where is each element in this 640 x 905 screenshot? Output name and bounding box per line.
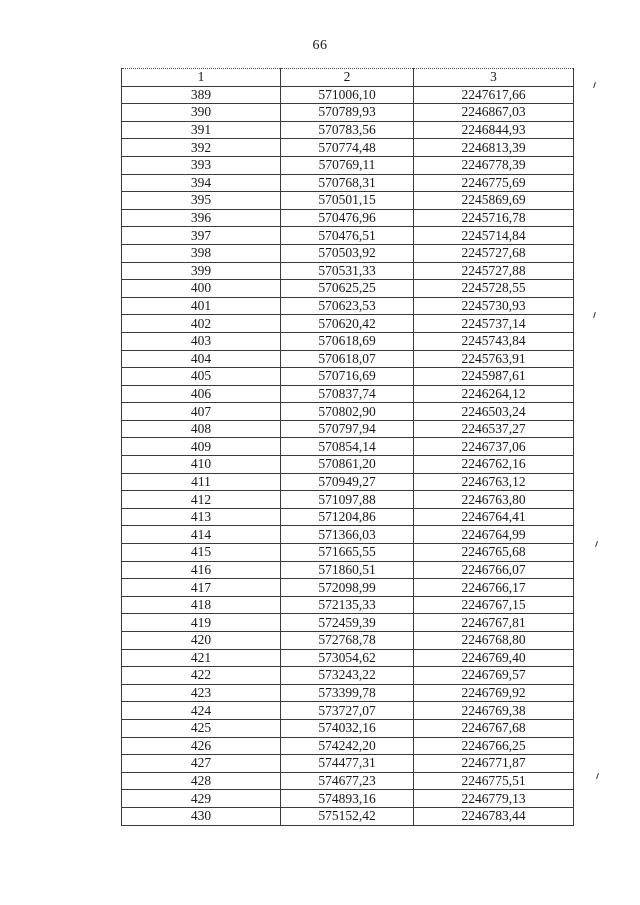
cell-point-number: 399 <box>122 262 281 280</box>
table-row <box>122 790 574 808</box>
table-row <box>122 262 574 280</box>
table-row <box>122 649 574 667</box>
cell-y-coordinate: 2246769,38 <box>414 702 574 720</box>
cell-point-number: 403 <box>122 332 281 350</box>
cell-point-number: 393 <box>122 156 281 174</box>
cell-y-coordinate: 2246765,68 <box>414 544 574 562</box>
cell-y-coordinate: 2246769,40 <box>414 649 574 667</box>
table-row <box>122 438 574 456</box>
coordinates-table <box>121 68 574 826</box>
cell-point-number: 404 <box>122 350 281 368</box>
cell-y-coordinate: 2246767,68 <box>414 719 574 737</box>
table-row <box>122 491 574 509</box>
cell-point-number: 402 <box>122 315 281 333</box>
cell-x-coordinate: 570768,31 <box>281 174 414 192</box>
cell-x-coordinate: 570476,51 <box>281 227 414 245</box>
table-row <box>122 227 574 245</box>
cell-y-coordinate: 2246503,24 <box>414 403 574 421</box>
table-row <box>122 596 574 614</box>
table-row <box>122 192 574 210</box>
column-header-point-number: 1 <box>122 69 281 87</box>
cell-point-number: 426 <box>122 737 281 755</box>
cell-point-number: 430 <box>122 807 281 825</box>
cell-y-coordinate: 2246537,27 <box>414 420 574 438</box>
cell-x-coordinate: 570716,69 <box>281 368 414 386</box>
cell-x-coordinate: 570783,56 <box>281 121 414 139</box>
cell-y-coordinate: 2246768,80 <box>414 632 574 650</box>
table-row <box>122 456 574 474</box>
table-row <box>122 209 574 227</box>
cell-point-number: 397 <box>122 227 281 245</box>
cell-y-coordinate: 2246762,16 <box>414 456 574 474</box>
cell-x-coordinate: 572098,99 <box>281 579 414 597</box>
cell-y-coordinate: 2245714,84 <box>414 227 574 245</box>
cell-y-coordinate: 2246766,07 <box>414 561 574 579</box>
table-row <box>122 315 574 333</box>
margin-mark <box>593 82 596 88</box>
cell-x-coordinate: 570531,33 <box>281 262 414 280</box>
table-row <box>122 526 574 544</box>
table-row <box>122 280 574 298</box>
table-row <box>122 702 574 720</box>
cell-point-number: 391 <box>122 121 281 139</box>
cell-y-coordinate: 2246775,69 <box>414 174 574 192</box>
cell-point-number: 407 <box>122 403 281 421</box>
cell-y-coordinate: 2246764,41 <box>414 508 574 526</box>
cell-x-coordinate: 570618,07 <box>281 350 414 368</box>
table-row <box>122 121 574 139</box>
table-row <box>122 332 574 350</box>
cell-x-coordinate: 575152,42 <box>281 807 414 825</box>
cell-point-number: 428 <box>122 772 281 790</box>
cell-point-number: 411 <box>122 473 281 491</box>
table-row <box>122 632 574 650</box>
cell-x-coordinate: 573399,78 <box>281 684 414 702</box>
cell-x-coordinate: 570861,20 <box>281 456 414 474</box>
cell-point-number: 417 <box>122 579 281 597</box>
cell-y-coordinate: 2245727,88 <box>414 262 574 280</box>
table-row <box>122 368 574 386</box>
cell-x-coordinate: 570501,15 <box>281 192 414 210</box>
cell-y-coordinate: 2247617,66 <box>414 86 574 104</box>
cell-y-coordinate: 2246813,39 <box>414 139 574 157</box>
margin-mark <box>596 773 599 779</box>
cell-x-coordinate: 573054,62 <box>281 649 414 667</box>
cell-y-coordinate: 2245987,61 <box>414 368 574 386</box>
cell-x-coordinate: 574893,16 <box>281 790 414 808</box>
cell-x-coordinate: 571097,88 <box>281 491 414 509</box>
table-row <box>122 86 574 104</box>
cell-point-number: 423 <box>122 684 281 702</box>
table-row <box>122 579 574 597</box>
cell-x-coordinate: 571006,10 <box>281 86 414 104</box>
cell-y-coordinate: 2245728,55 <box>414 280 574 298</box>
cell-x-coordinate: 571860,51 <box>281 561 414 579</box>
table-row <box>122 104 574 122</box>
cell-x-coordinate: 572459,39 <box>281 614 414 632</box>
cell-point-number: 396 <box>122 209 281 227</box>
cell-point-number: 392 <box>122 139 281 157</box>
cell-y-coordinate: 2245743,84 <box>414 332 574 350</box>
cell-point-number: 389 <box>122 86 281 104</box>
table-row <box>122 350 574 368</box>
cell-y-coordinate: 2246764,99 <box>414 526 574 544</box>
column-header-y-coordinate: 3 <box>414 69 574 87</box>
cell-point-number: 415 <box>122 544 281 562</box>
table-header-row <box>122 69 574 87</box>
cell-point-number: 425 <box>122 719 281 737</box>
cell-point-number: 408 <box>122 420 281 438</box>
cell-y-coordinate: 2245727,68 <box>414 244 574 262</box>
cell-point-number: 421 <box>122 649 281 667</box>
table-row <box>122 473 574 491</box>
cell-y-coordinate: 2246769,92 <box>414 684 574 702</box>
cell-x-coordinate: 572135,33 <box>281 596 414 614</box>
cell-point-number: 429 <box>122 790 281 808</box>
cell-point-number: 414 <box>122 526 281 544</box>
cell-x-coordinate: 570949,27 <box>281 473 414 491</box>
cell-x-coordinate: 570789,93 <box>281 104 414 122</box>
cell-y-coordinate: 2246264,12 <box>414 385 574 403</box>
table-row <box>122 403 574 421</box>
table-row <box>122 737 574 755</box>
cell-x-coordinate: 570854,14 <box>281 438 414 456</box>
cell-y-coordinate: 2246775,51 <box>414 772 574 790</box>
cell-point-number: 427 <box>122 755 281 773</box>
table-row <box>122 385 574 403</box>
cell-x-coordinate: 570837,74 <box>281 385 414 403</box>
cell-y-coordinate: 2245730,93 <box>414 297 574 315</box>
margin-mark <box>593 312 596 318</box>
table-row <box>122 156 574 174</box>
table-row <box>122 755 574 773</box>
table-body <box>122 86 574 825</box>
cell-x-coordinate: 570476,96 <box>281 209 414 227</box>
cell-y-coordinate: 2246779,13 <box>414 790 574 808</box>
cell-x-coordinate: 570503,92 <box>281 244 414 262</box>
cell-point-number: 401 <box>122 297 281 315</box>
cell-x-coordinate: 570769,11 <box>281 156 414 174</box>
cell-x-coordinate: 574477,31 <box>281 755 414 773</box>
cell-y-coordinate: 2246763,12 <box>414 473 574 491</box>
cell-y-coordinate: 2246766,17 <box>414 579 574 597</box>
table-row <box>122 139 574 157</box>
cell-y-coordinate: 2245869,69 <box>414 192 574 210</box>
cell-y-coordinate: 2245763,91 <box>414 350 574 368</box>
table-row <box>122 420 574 438</box>
page-number: 66 <box>312 38 328 53</box>
cell-point-number: 410 <box>122 456 281 474</box>
cell-point-number: 405 <box>122 368 281 386</box>
cell-y-coordinate: 2246767,15 <box>414 596 574 614</box>
cell-y-coordinate: 2246769,57 <box>414 667 574 685</box>
cell-point-number: 409 <box>122 438 281 456</box>
cell-y-coordinate: 2246778,39 <box>414 156 574 174</box>
cell-point-number: 416 <box>122 561 281 579</box>
cell-y-coordinate: 2245716,78 <box>414 209 574 227</box>
table-row <box>122 508 574 526</box>
cell-x-coordinate: 570620,42 <box>281 315 414 333</box>
table-row <box>122 297 574 315</box>
cell-point-number: 406 <box>122 385 281 403</box>
cell-point-number: 412 <box>122 491 281 509</box>
table-row <box>122 719 574 737</box>
table-row <box>122 244 574 262</box>
cell-y-coordinate: 2246737,06 <box>414 438 574 456</box>
table-row <box>122 684 574 702</box>
cell-y-coordinate: 2246783,44 <box>414 807 574 825</box>
table-row <box>122 561 574 579</box>
table-row <box>122 772 574 790</box>
cell-point-number: 422 <box>122 667 281 685</box>
margin-mark <box>595 541 598 547</box>
cell-point-number: 418 <box>122 596 281 614</box>
cell-y-coordinate: 2246844,93 <box>414 121 574 139</box>
cell-point-number: 424 <box>122 702 281 720</box>
cell-point-number: 395 <box>122 192 281 210</box>
table-row <box>122 544 574 562</box>
column-header-x-coordinate: 2 <box>281 69 414 87</box>
cell-point-number: 400 <box>122 280 281 298</box>
cell-y-coordinate: 2246767,81 <box>414 614 574 632</box>
cell-x-coordinate: 570625,25 <box>281 280 414 298</box>
cell-x-coordinate: 570802,90 <box>281 403 414 421</box>
table-row <box>122 667 574 685</box>
cell-point-number: 398 <box>122 244 281 262</box>
cell-x-coordinate: 571204,86 <box>281 508 414 526</box>
cell-y-coordinate: 2245737,14 <box>414 315 574 333</box>
cell-point-number: 419 <box>122 614 281 632</box>
cell-point-number: 413 <box>122 508 281 526</box>
cell-x-coordinate: 570623,53 <box>281 297 414 315</box>
cell-point-number: 390 <box>122 104 281 122</box>
cell-x-coordinate: 572768,78 <box>281 632 414 650</box>
cell-x-coordinate: 571665,55 <box>281 544 414 562</box>
cell-y-coordinate: 2246763,80 <box>414 491 574 509</box>
cell-x-coordinate: 574242,20 <box>281 737 414 755</box>
cell-y-coordinate: 2246771,87 <box>414 755 574 773</box>
table-row <box>122 614 574 632</box>
cell-x-coordinate: 573727,07 <box>281 702 414 720</box>
cell-y-coordinate: 2246867,03 <box>414 104 574 122</box>
cell-x-coordinate: 574677,23 <box>281 772 414 790</box>
cell-x-coordinate: 570774,48 <box>281 139 414 157</box>
cell-x-coordinate: 573243,22 <box>281 667 414 685</box>
cell-point-number: 420 <box>122 632 281 650</box>
cell-x-coordinate: 570797,94 <box>281 420 414 438</box>
table-row <box>122 174 574 192</box>
table-row <box>122 807 574 825</box>
cell-x-coordinate: 571366,03 <box>281 526 414 544</box>
cell-point-number: 394 <box>122 174 281 192</box>
cell-x-coordinate: 570618,69 <box>281 332 414 350</box>
cell-y-coordinate: 2246766,25 <box>414 737 574 755</box>
cell-x-coordinate: 574032,16 <box>281 719 414 737</box>
